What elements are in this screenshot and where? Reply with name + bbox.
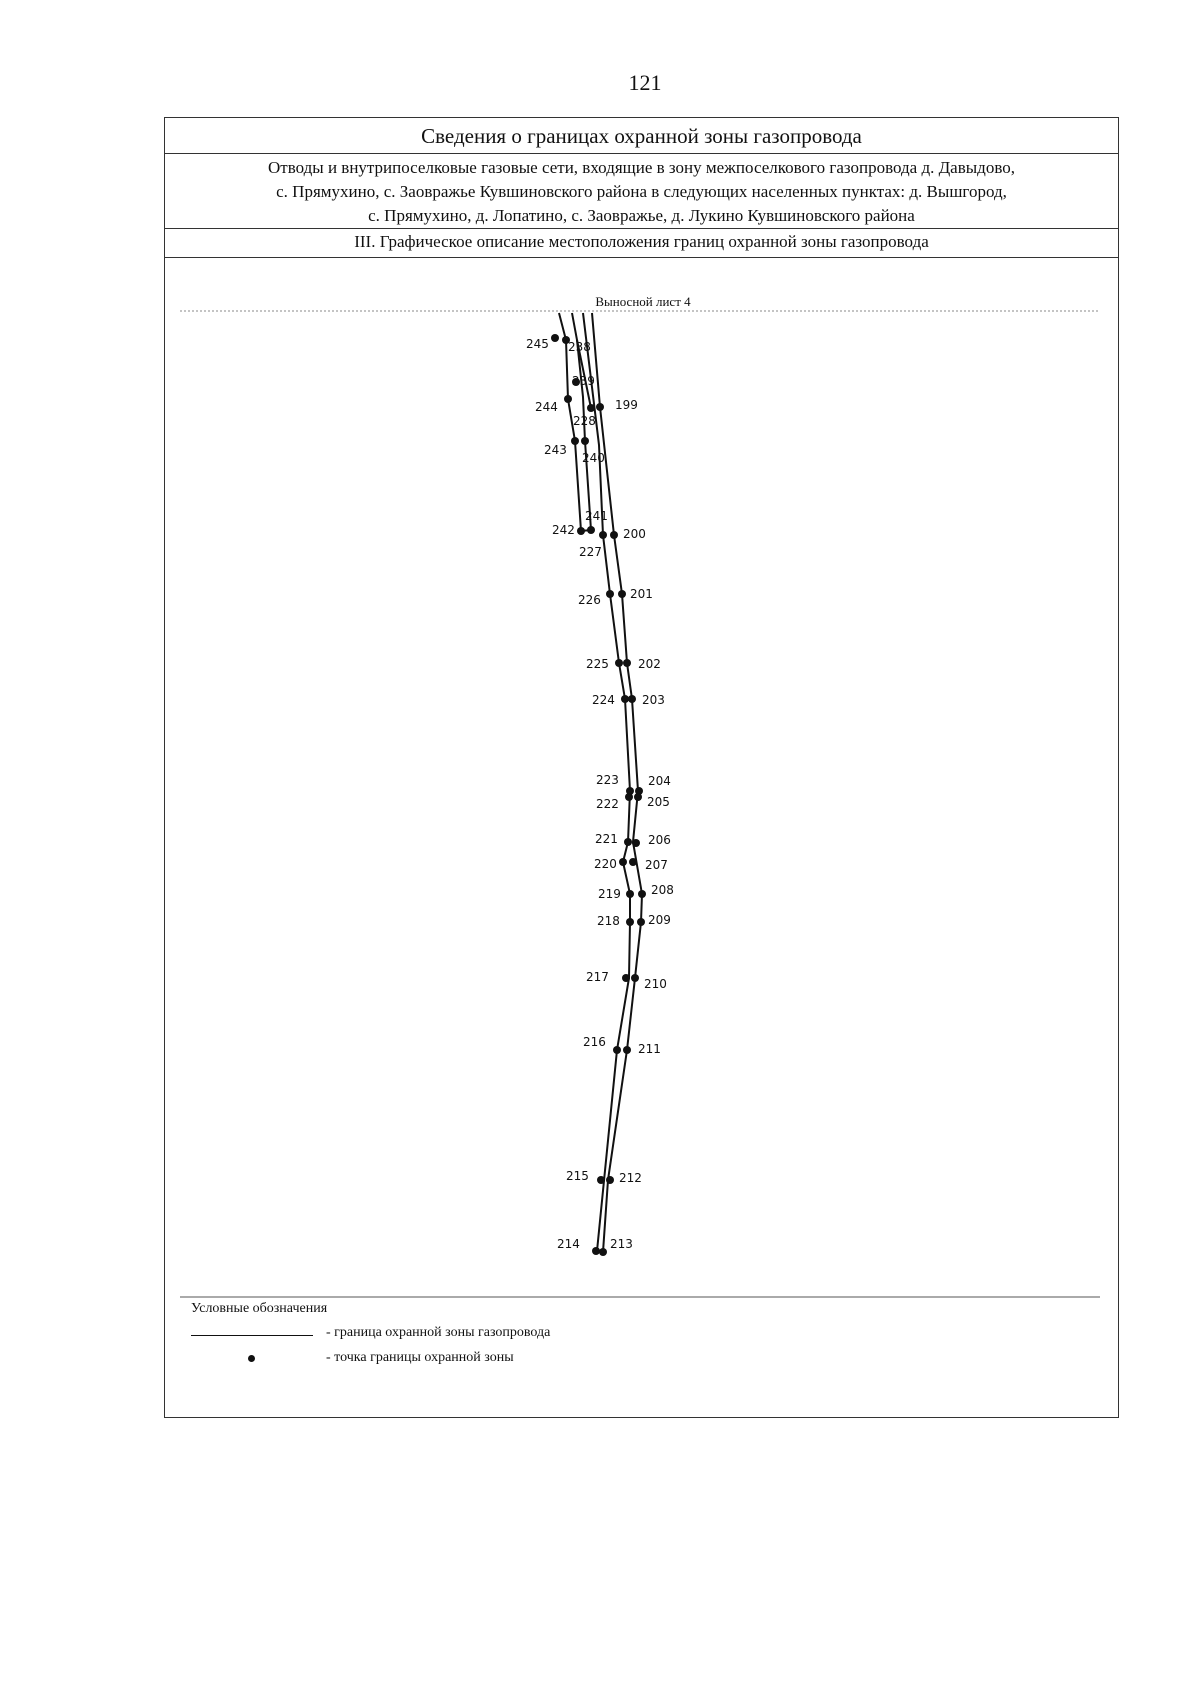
description-line-2: с. Прямухино, с. Заовражье Кувшиновского района в следующих населенных пунктах: д. Вышгород, [276, 182, 1007, 201]
legend-line-label: - граница охранной зоны газопровода [326, 1325, 551, 1340]
legend-point-label: - точка границы охранной зоны [326, 1350, 514, 1365]
boundary-point [626, 918, 634, 926]
point-label: 242 [552, 523, 575, 537]
point-label: 204 [648, 774, 671, 788]
point-label: 239 [572, 374, 595, 388]
point-label: 241 [585, 509, 608, 523]
point-label: 215 [566, 1169, 589, 1183]
point-label: 212 [619, 1171, 642, 1185]
description-line-1: Отводы и внутрипоселковые газовые сети, входящие в зону межпоселкового газопровода д. Давыдово, [268, 158, 1015, 177]
point-label: 243 [544, 443, 567, 457]
point-label: 245 [526, 337, 549, 351]
boundary-point [638, 890, 646, 898]
point-label: 201 [630, 587, 653, 601]
boundary-point [618, 590, 626, 598]
boundary-point [615, 659, 623, 667]
boundary-point [625, 793, 633, 801]
boundary-point [623, 1046, 631, 1054]
point-label: 200 [623, 527, 646, 541]
page-title: Сведения о границах охранной зоны газопровода [165, 118, 1118, 154]
boundary-point [592, 1247, 600, 1255]
boundary-point [624, 838, 632, 846]
point-label: 203 [642, 693, 665, 707]
boundary-point [628, 695, 636, 703]
legend-title: Условные обозначения [191, 1301, 328, 1316]
point-label: 217 [586, 970, 609, 984]
boundary-point [626, 890, 634, 898]
page-number: 121 [628, 70, 662, 95]
boundary-point [629, 858, 637, 866]
point-label: 211 [638, 1042, 661, 1056]
boundary-point [613, 1046, 621, 1054]
point-label: 216 [583, 1035, 606, 1049]
point-label: 224 [592, 693, 615, 707]
point-label: 220 [594, 857, 617, 871]
boundary-points [551, 334, 646, 1256]
point-label: 238 [568, 340, 591, 354]
boundary-point [581, 437, 589, 445]
point-label: 208 [651, 883, 674, 897]
sheet-label: Выносной лист 4 [595, 294, 691, 309]
point-label: 213 [610, 1237, 633, 1251]
boundary-point [597, 1176, 605, 1184]
boundary-point [610, 531, 618, 539]
point-label: 227 [579, 545, 602, 559]
boundary-point [623, 659, 631, 667]
point-label: 202 [638, 657, 661, 671]
boundary-point [577, 527, 585, 535]
legend-point-symbol [248, 1355, 255, 1362]
boundary-point [587, 404, 595, 412]
boundary-point [631, 974, 639, 982]
point-label: 225 [586, 657, 609, 671]
point-label: 210 [644, 977, 667, 991]
point-label: 199 [615, 398, 638, 412]
description-line-3: с. Прямухино, д. Лопатино, с. Заовражье, д. Лукино Кувшиновского района [368, 206, 915, 225]
boundary-point [564, 395, 572, 403]
point-label: 207 [645, 858, 668, 872]
boundary-point [571, 437, 579, 445]
point-label: 226 [578, 593, 601, 607]
boundary-point [606, 1176, 614, 1184]
boundary-point [599, 1248, 607, 1256]
point-label: 228 [573, 414, 596, 428]
point-label: 222 [596, 797, 619, 811]
boundary-point [634, 793, 642, 801]
point-label: 206 [648, 833, 671, 847]
point-label: 214 [557, 1237, 580, 1251]
legend-line-symbol [191, 1335, 313, 1336]
boundary-point [596, 403, 604, 411]
point-label: 223 [596, 773, 619, 787]
point-label: 205 [647, 795, 670, 809]
boundary-point [599, 531, 607, 539]
point-label: 218 [597, 914, 620, 928]
point-label: 209 [648, 913, 671, 927]
boundary-point [551, 334, 559, 342]
point-label: 221 [595, 832, 618, 846]
point-label: 244 [535, 400, 558, 414]
boundary-point [622, 974, 630, 982]
boundary-point [621, 695, 629, 703]
point-label: 240 [582, 451, 605, 465]
boundary-point [606, 590, 614, 598]
point-label: 219 [598, 887, 621, 901]
boundary-point [632, 839, 640, 847]
boundary-point [637, 918, 645, 926]
section-title: III. Графическое описание местоположения границ охранной зоны газопровода [165, 229, 1118, 258]
boundary-point [619, 858, 627, 866]
boundary-point [587, 526, 595, 534]
